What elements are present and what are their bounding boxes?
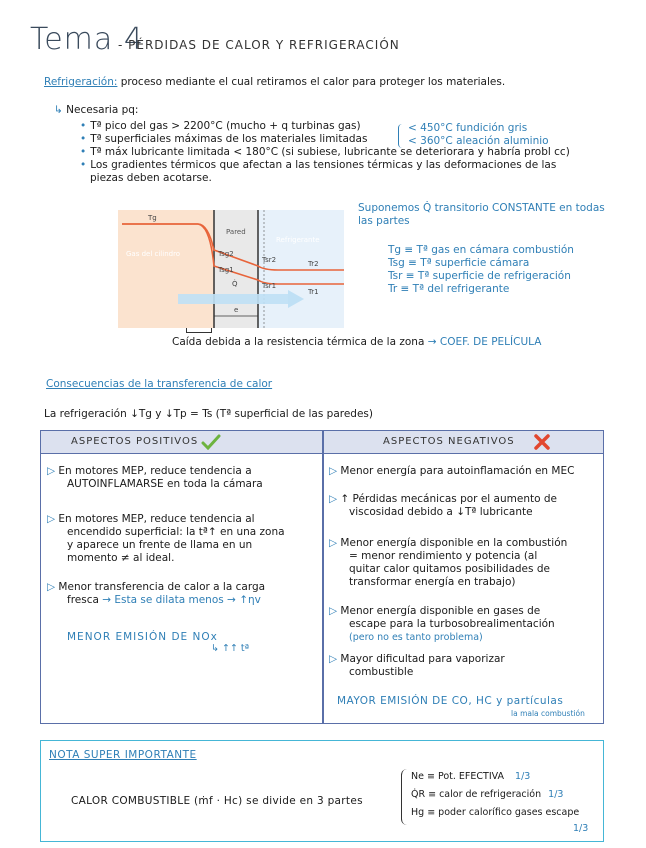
def-tr: Tr ≡ Tª del refrigerante [388,283,510,295]
note-part-3: Hg ≡ poder calorífico gases escape [411,807,580,818]
pos-header-cell [41,431,322,454]
bullet-1: • Tª pico del gas > 2200°C (mucho + q turbinas gas) [80,120,361,133]
note-part-1: Ne ≡ Pot. EFECTIVA 1/3 [411,771,531,782]
def-tsg: Tsg ≡ Tª superficie cámara [388,257,530,269]
neg-item-2: ▷ ↑ Pérdidas mecánicas por el aumento de viscosidad debido a ↓Tª lubricante [329,493,557,518]
fig-tr1: Tr1 [308,288,319,296]
note-heading: NOTA SUPER IMPORTANTE [49,749,197,761]
pos-item-1: ▷ En motores MEP, reduce tendencia a AUTOINFLAMARSE en toda la cámara [47,465,263,490]
fig-tsg1: Tsg1 [218,266,234,274]
fig-tsg2: Tsg2 [218,250,234,258]
neg-item-3: ▷ Menor energía disponible en la combustión = menor rendimiento y potencia (al quitar calor quitamos posibilidades de transformar energía en trabajo) [329,537,568,588]
neg-item-5: ▷ Mayor dificultad para vaporizar combustible [329,653,505,678]
fig-pared-label: Pared [226,228,246,236]
assumption-note: Suponemos Q̇ transitorio CONSTANTE en todas las partes [358,202,605,227]
bullet-4-cont: piezas deben acotarse. [90,172,212,184]
fig-tsr2: Tsr2 [262,256,277,264]
mayor-emision: MAYOR EMISIÓN DE CO, HC y partículas [337,695,564,707]
cross-icon [533,434,551,450]
note-main: CALOR COMBUSTIBLE (ṁf · Hc) se divide en 3 partes [71,795,363,807]
menor-emision-sub: ↳ ↑↑ tª [211,643,250,654]
neg-item-1: ▷ Menor energía para autoinflamación en MEC [329,465,575,477]
neg-header: ASPECTOS NEGATIVOS [383,436,515,447]
caida-bracket [186,328,212,333]
note-fraction-3: 1/3 [573,823,589,834]
limit-2: < 360°C aleación aluminio [408,135,549,147]
fig-tg: Tg [148,214,157,222]
neg-item-4: ▷ Menor energía disponible en gases de escape para la turbosobrealimentación (pero no es tanto problema) [329,605,555,643]
table-divider [322,431,324,723]
neg-paren: (pero no es tanto problema) [349,632,483,643]
bullet-2: • Tª superficiales máximas de los materiales limitadas [80,133,367,146]
note-brace [401,769,408,825]
pos-item-3-blue: → Esta se dilata menos → ↑ηv [102,594,261,606]
fig-tr2: Tr2 [308,260,319,268]
note-box [40,740,604,842]
temperature-profile-figure [118,210,344,328]
refrigeracion-text: proceso mediante el cual retiramos el calor para proteger los materiales. [120,76,506,88]
note-part-2: Q̇R ≡ calor de refrigeración 1/3 [411,789,564,800]
page-subtitle: - PÉRDIDAS DE CALOR Y REFRIGERACIÓN [118,38,400,52]
consecuencias-line: La refrigeración ↓Tg y ↓Tp = Ts (Tª superficial de las paredes) [44,408,373,420]
fig-gas-label: Gas del cilindro [126,250,181,258]
consecuencias-heading: Consecuencias de la transferencia de calor [46,378,273,390]
caida-arrow-text: → COEF. DE PELÍCULA [427,336,542,348]
limit-1: < 450°C fundición gris [408,122,528,134]
aspects-table [40,430,604,724]
def-tsr: Tsr ≡ Tª superficie de refrigeración [388,270,571,282]
fig-q: Q̇ [232,280,238,288]
neg-header-cell [323,431,603,454]
pos-header: ASPECTOS POSITIVOS [71,436,199,447]
pos-item-2: ▷ En motores MEP, reduce tendencia al encendido superficial: la tª↑ en una zona y aparece un frente de llama en un momento ≠ al ideal. [47,513,285,564]
page-title: Tema 4 [30,22,144,57]
caida-text: Caída debida a la resistencia térmica de la zona [172,336,425,348]
refrigeracion-label: Refrigeración: [44,76,118,88]
menor-emision: MENOR EMISIÓN DE NOx [67,631,218,643]
fig-refrigerante-label: Refrigerante [276,236,320,244]
limits-brace [398,124,405,148]
caida-line [172,336,541,349]
bullet-4: • Los gradientes térmicos que afectan a las tensiones térmicas y las deformaciones de las [80,159,556,172]
fig-tsr1: Tsr1 [262,282,277,290]
bullet-3: • Tª máx lubricante limitada < 180°C (si subiese, lubricante se deteriorara y habría probl cc) [80,146,570,159]
fig-e: e [234,306,239,314]
check-icon [201,434,221,450]
pos-item-3: ▷ Menor transferencia de calor a la carga fresca → Esta se dilata menos → ↑ηv [47,581,266,606]
refrigeracion-line [44,76,505,89]
necesaria-label: ↳ Necesaria pq: [54,104,139,116]
def-tg: Tg ≡ Tª gas en cámara combustión [388,244,574,256]
mayor-emision-sub: la mala combustión [511,709,585,718]
